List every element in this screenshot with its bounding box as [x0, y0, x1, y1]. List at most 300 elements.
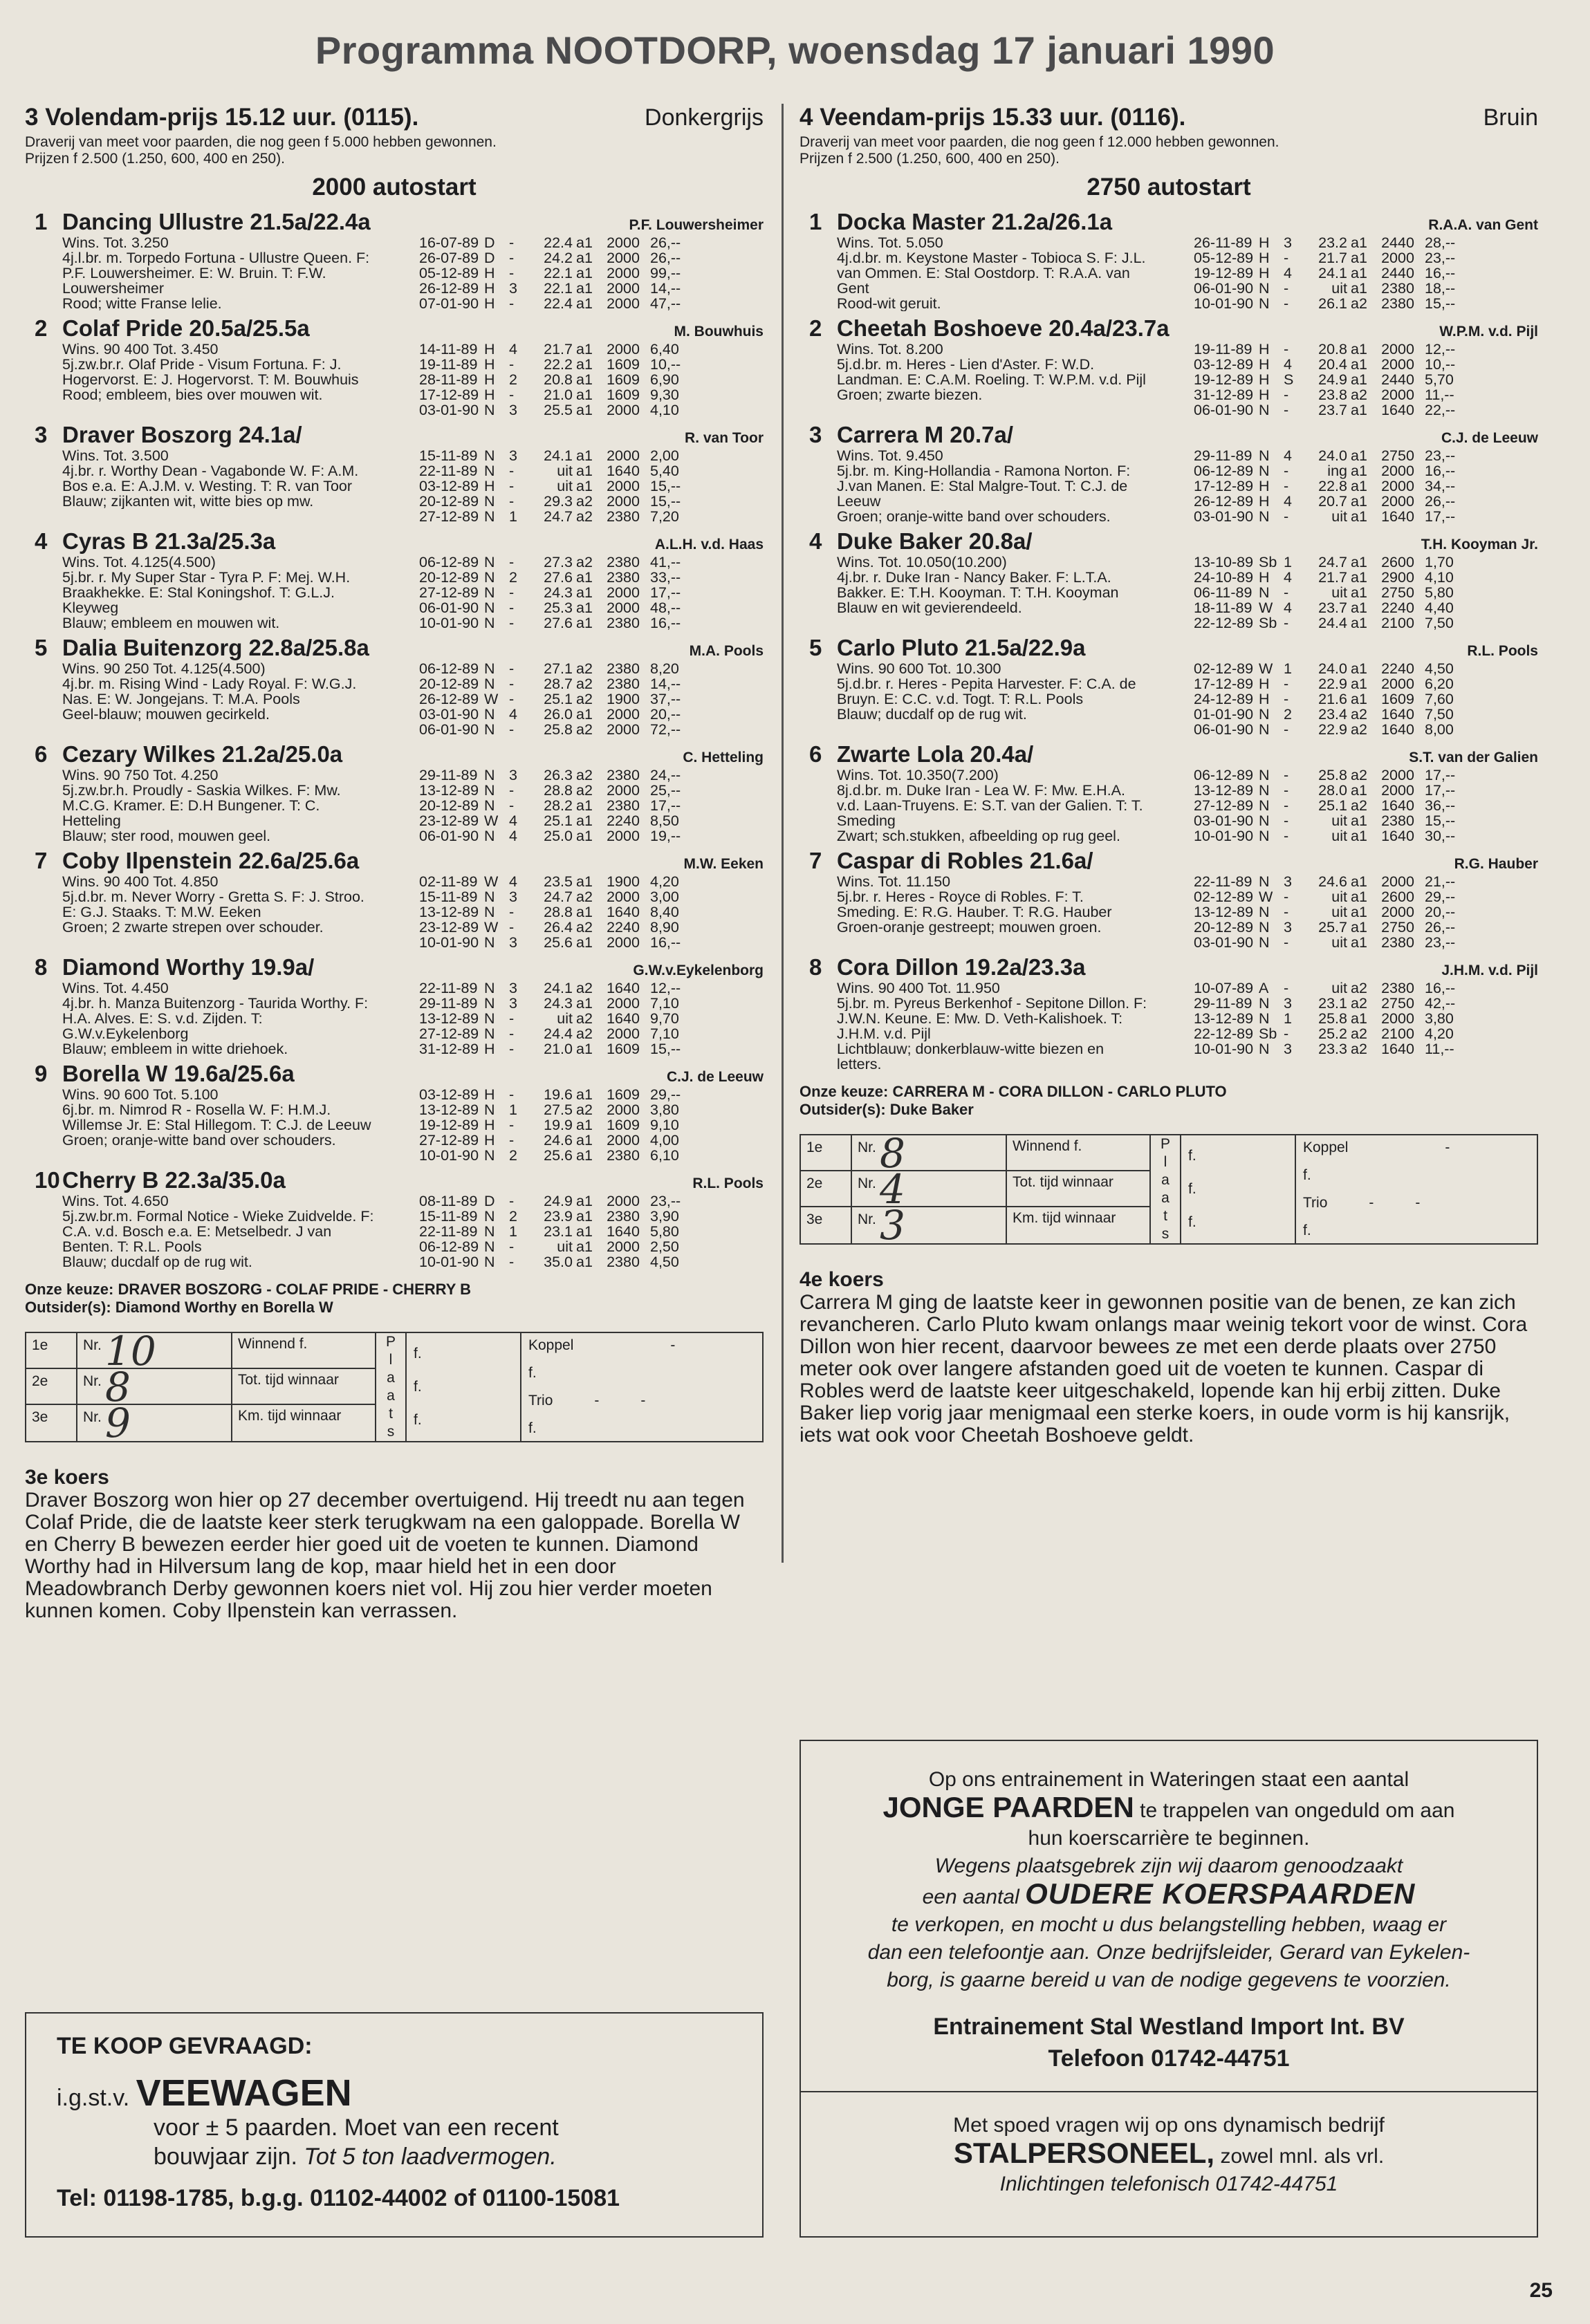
- race-conditions: Draverij van meet voor paarden, die nog geen f 12.000 hebben gewonnen.: [799, 134, 1279, 150]
- plaats-label: [376, 1333, 407, 1441]
- result-cell: N: [1259, 873, 1270, 890]
- result-cell: 1: [509, 1223, 517, 1240]
- result-cell: -: [509, 1254, 515, 1270]
- horse-header: [25, 422, 764, 448]
- result-cell: 4,10: [650, 402, 679, 418]
- result-cell: N: [484, 584, 495, 601]
- horse-info-line: J.van Manen. E: Stal Malgre-Tout. T: C.J. de: [837, 478, 1128, 494]
- horse-trainer: S.T. van der Galien: [1409, 750, 1538, 765]
- result-cell: 2750: [1381, 584, 1414, 601]
- result-cell: 37,--: [650, 691, 681, 707]
- result-cell: -: [509, 1041, 515, 1057]
- result-cell: 21,--: [1425, 873, 1456, 890]
- horse-info-line: Rood; embleem, bies over mouwen wit.: [62, 387, 323, 402]
- dash: -: [670, 1337, 676, 1353]
- result-row: [1194, 783, 1538, 798]
- result-row: [1194, 463, 1538, 478]
- result-row: [419, 1041, 764, 1057]
- horse-info-line: Blauw; embleem en mouwen wit.: [62, 615, 280, 631]
- result-cell: H: [484, 341, 495, 357]
- result-cell: H: [484, 1086, 495, 1103]
- commentary: [799, 1268, 1538, 1447]
- nr-cell: [77, 1400, 232, 1447]
- result-cell: 13-12-89: [1194, 782, 1254, 799]
- horse-info-line: Blauw; ducdalf op de rug wit.: [62, 1254, 252, 1270]
- result-cell: a2: [1351, 387, 1367, 403]
- result-cell: 19-12-89: [1194, 371, 1254, 388]
- result-cell: 03-12-89: [419, 478, 479, 494]
- result-cell: N: [484, 1238, 495, 1255]
- result-cell: a1: [1351, 889, 1367, 905]
- horse-info-line: 8j.d.br. m. Duke Iran - Lea W. F: Mw. E.H.A.: [837, 783, 1125, 798]
- result-cell: a2: [576, 691, 593, 707]
- result-cell: N: [484, 782, 495, 799]
- form-label: Winnend f.: [232, 1333, 376, 1369]
- horse-results: [419, 448, 764, 524]
- commentary-title: 3e koers: [25, 1466, 109, 1489]
- horse-trainer: R. van Toor: [685, 430, 764, 446]
- result-cell: a1: [576, 1238, 593, 1255]
- result-row: [419, 904, 764, 920]
- horse-info-line: Hetteling: [62, 813, 121, 828]
- result-cell: N: [1259, 767, 1270, 783]
- result-row: [419, 509, 764, 524]
- result-cell: D: [484, 250, 495, 266]
- result-cell: 29.3: [544, 493, 573, 510]
- result-row: [419, 448, 764, 463]
- result-cell: 26.4: [544, 919, 573, 936]
- result-cell: D: [484, 234, 495, 251]
- result-cell: H: [1259, 234, 1270, 251]
- result-cell: 8,40: [650, 904, 679, 920]
- result-cell: a1: [1351, 250, 1367, 266]
- result-cell: 2380: [607, 1147, 640, 1164]
- race-4-column: [799, 104, 1538, 1447]
- result-cell: 22.4: [544, 234, 573, 251]
- horse-results: [1194, 235, 1538, 311]
- result-cell: 1640: [1381, 1041, 1414, 1057]
- result-row: [419, 889, 764, 904]
- result-cell: 2440: [1381, 371, 1414, 388]
- ad-r-line11: Inlichtingen telefonisch 01742-44751: [999, 2173, 1338, 2195]
- commentary-text: Carrera M ging de laatste keer in gewonnen positie van de benen, ze kan zich revancheren. Carlo Pluto kwam onlangs maar weinig tekort voor de winst. Cora Dillon won hier recent, daarvoor bewees ze met een derde plaats over 2750 meter ook over langere afstanden goed uit de voeten te kunnen. Caspar di Robles werd de laatste keer uitgeschakeld, lopende kan hij erbij zitten. Duke Baker liep vorig jaar menigmaal een sterke koers, in oude vorm is hij kansrijk, iets wat ook voor Cheetah Boshoeve geldt.: [799, 1291, 1528, 1447]
- result-cell: -: [1284, 721, 1289, 738]
- result-cell: a1: [576, 1147, 593, 1164]
- horse-header: [799, 209, 1538, 235]
- result-cell: 23.4: [1318, 706, 1347, 723]
- result-cell: 25.0: [544, 828, 573, 844]
- horse-info-line: Zwart; sch.stukken, afbeelding op rug geel.: [837, 828, 1120, 844]
- result-cell: 2380: [1381, 295, 1414, 312]
- result-cell: a2: [1351, 995, 1367, 1012]
- horse-entry: [799, 950, 1538, 1072]
- result-cell: uit: [1331, 889, 1347, 905]
- result-cell: 29,--: [1425, 889, 1456, 905]
- koppel-row: [1303, 1140, 1530, 1156]
- horse-header: [799, 954, 1538, 980]
- result-cell: H: [1259, 265, 1270, 281]
- result-cell: H: [1259, 356, 1270, 373]
- result-cell: 08-11-89: [419, 1193, 478, 1209]
- result-cell: 3,80: [1425, 1010, 1454, 1027]
- horse-info-line: Wins. Tot. 10.350(7.200): [837, 768, 999, 783]
- result-cell: 4: [1284, 447, 1292, 464]
- result-cell: 27-12-89: [419, 1025, 479, 1042]
- result-cell: 10-01-90: [1194, 828, 1254, 844]
- result-cell: 23.5: [544, 873, 573, 890]
- result-cell: 2000: [607, 599, 640, 616]
- handwritten-number: 3: [880, 1202, 905, 1249]
- result-cell: W: [484, 919, 499, 936]
- horse-results: [1194, 661, 1538, 737]
- horse-number: 3: [35, 422, 48, 447]
- result-cell: 03-01-90: [419, 706, 479, 723]
- result-cell: H: [1259, 691, 1270, 707]
- horse-info-line: Wins. Tot. 3.500: [62, 448, 169, 463]
- horse-info: [25, 1087, 416, 1163]
- result-cell: N: [484, 493, 495, 510]
- result-cell: 20,--: [650, 706, 681, 723]
- result-cell: N: [484, 706, 495, 723]
- result-cell: 15,--: [650, 478, 681, 494]
- trio-row: [1303, 1195, 1530, 1211]
- result-cell: 22.4: [544, 295, 573, 312]
- horse-info-line: 4j.br. r. Worthy Dean - Vagabonde W. F: A.M.: [62, 463, 359, 478]
- result-cell: -: [509, 599, 515, 616]
- koppel-amount: f.: [1303, 1167, 1311, 1183]
- result-row: [419, 874, 764, 889]
- result-cell: 13-12-89: [1194, 904, 1254, 920]
- result-cell: a1: [1351, 478, 1367, 494]
- result-cell: 8,50: [650, 812, 679, 829]
- result-row: [419, 813, 764, 828]
- result-cell: 2000: [607, 250, 640, 266]
- result-cell: 24.9: [544, 1193, 573, 1209]
- result-cell: N: [1259, 402, 1270, 418]
- result-cell: 21.0: [544, 1041, 573, 1057]
- result-cell: 25.1: [1318, 797, 1347, 814]
- horse-info-line: Wins. Tot. 9.450: [837, 448, 943, 463]
- horse-entry: [799, 311, 1538, 418]
- result-cell: uit: [557, 478, 573, 494]
- result-cell: a1: [576, 599, 593, 616]
- horse-name: Cherry B 22.3a/35.0a: [62, 1167, 286, 1193]
- result-cell: 28.2: [544, 797, 573, 814]
- nr-cell: [77, 1364, 232, 1411]
- result-row: [1194, 387, 1538, 402]
- page-title: Programma NOOTDORP, woensdag 17 januari 1990: [315, 28, 1275, 72]
- result-cell: 24.7: [1318, 554, 1347, 570]
- result-cell: a2: [576, 721, 593, 738]
- result-cell: a1: [1351, 676, 1367, 692]
- result-cell: 1: [1284, 660, 1292, 677]
- result-cell: -: [1284, 341, 1289, 357]
- horse-trainer: R.L. Pools: [1467, 643, 1538, 659]
- ad-stal-westland: [799, 1740, 1538, 2238]
- result-cell: 2000: [607, 1101, 640, 1118]
- horse-info-line: 5j.zw.br.h. Proudly - Saskia Wilkes. F: Mw.: [62, 783, 341, 798]
- result-row: [419, 250, 764, 266]
- result-form: [25, 1328, 764, 1447]
- horse-number: 3: [809, 422, 822, 447]
- result-cell: ing: [1327, 463, 1347, 479]
- dash: -: [1415, 1195, 1421, 1211]
- ad-r-line6: te verkopen, en mocht u dus belangstelling hebben, waag er: [891, 1913, 1447, 1936]
- result-cell: H: [1259, 478, 1270, 494]
- result-cell: a1: [576, 828, 593, 844]
- handwritten-number: 10: [105, 1328, 156, 1375]
- result-cell: -: [1284, 280, 1289, 297]
- result-row: [419, 783, 764, 798]
- horse-header: [799, 635, 1538, 661]
- result-row: [419, 1239, 764, 1254]
- result-cell: 29-11-89: [1194, 995, 1252, 1012]
- result-cell: 72,--: [650, 721, 681, 738]
- nr-cell: [852, 1166, 1007, 1213]
- result-cell: 22.9: [1318, 676, 1347, 692]
- result-cell: 23-12-89: [419, 812, 479, 829]
- horse-info: [25, 342, 416, 418]
- result-cell: -: [1284, 584, 1289, 601]
- result-cell: a1: [576, 478, 593, 494]
- horse-name: Cheetah Boshoeve 20.4a/23.7a: [837, 315, 1170, 341]
- result-cell: 02-12-89: [1194, 660, 1254, 677]
- result-row: [419, 1148, 764, 1163]
- horse-info-line: Geel-blauw; mouwen gecirkeld.: [62, 707, 270, 722]
- result-cell: 1,70: [1425, 554, 1454, 570]
- result-cell: N: [484, 508, 495, 525]
- result-cell: a1: [1351, 280, 1367, 297]
- horse-name: Zwarte Lola 20.4a/: [837, 741, 1034, 767]
- result-row: [1194, 935, 1538, 950]
- plaats-letter: a: [387, 1370, 395, 1386]
- result-cell: a1: [1351, 584, 1367, 601]
- result-cell: 2380: [607, 1254, 640, 1270]
- nr-cell: [852, 1130, 1007, 1177]
- result-cell: a2: [576, 660, 593, 677]
- result-cell: 7,50: [1425, 615, 1454, 631]
- race-name: 4 Veendam-prijs 15.33 uur. (0116).: [799, 104, 1186, 131]
- result-cell: 4: [1284, 599, 1292, 616]
- result-cell: a1: [576, 1041, 593, 1057]
- result-cell: 16,--: [1425, 980, 1456, 996]
- result-cell: 20-12-89: [1194, 919, 1254, 936]
- horse-name: Cyras B 21.3a/25.3a: [62, 528, 276, 554]
- result-cell: -: [509, 584, 515, 601]
- horse-info-line: 5j.br. r. My Super Star - Tyra P. F: Mej. W.H.: [62, 570, 351, 585]
- race-prizes: Prijzen f 2.500 (1.250, 600, 400 en 250).: [25, 151, 285, 167]
- result-cell: 48,--: [650, 599, 681, 616]
- result-cell: -: [509, 1193, 515, 1209]
- horse-info-line: Wins. 90 600 Tot. 10.300: [837, 661, 1001, 676]
- result-cell: a2: [576, 1025, 593, 1042]
- ad-r-line4: Wegens plaatsgebrek zijn wij daarom genoodzaakt: [934, 1854, 1403, 1877]
- horse-info-line: Nas. E: W. Jongejans. T: M.A. Pools: [62, 691, 300, 707]
- result-cell: 2000: [1381, 478, 1414, 494]
- result-cell: 15,--: [650, 493, 681, 510]
- horse-info-line: Wins. Tot. 10.050(10.200): [837, 555, 1007, 570]
- result-cell: 26-11-89: [1194, 234, 1252, 251]
- result-cell: 22.9: [1318, 721, 1347, 738]
- result-cell: 23,--: [650, 1193, 681, 1209]
- result-cell: N: [484, 889, 495, 905]
- result-row: [419, 935, 764, 950]
- result-row: [419, 357, 764, 372]
- race-header: [799, 104, 1538, 134]
- result-cell: 2440: [1381, 265, 1414, 281]
- result-cell: 31-12-89: [419, 1041, 479, 1057]
- result-cell: 1: [1284, 554, 1292, 570]
- koppel-amount: f.: [528, 1365, 537, 1381]
- horse-number: 2: [809, 315, 822, 341]
- result-cell: -: [509, 919, 515, 936]
- result-cell: 07-01-90: [419, 295, 479, 312]
- result-cell: 20-12-89: [419, 676, 479, 692]
- result-cell: H: [484, 371, 495, 388]
- result-cell: 3: [509, 980, 517, 996]
- result-row: [1194, 615, 1538, 631]
- horse-info: [25, 980, 416, 1057]
- horse-info-line: Groen; zwarte biezen.: [837, 387, 983, 402]
- horse-number: 6: [809, 741, 822, 767]
- result-cell: 22.1: [544, 280, 573, 297]
- plaats-amounts: [407, 1333, 521, 1441]
- result-cell: -: [1284, 889, 1289, 905]
- amount-label: f.: [1188, 1181, 1196, 1197]
- result-cell: a1: [1351, 493, 1367, 510]
- result-cell: 05-12-89: [1194, 250, 1254, 266]
- result-cell: 22-11-89: [419, 1223, 478, 1240]
- horse-info-line: Louwersheimer: [62, 281, 164, 296]
- horse-number: 8: [809, 954, 822, 980]
- result-cell: 9,10: [650, 1117, 679, 1133]
- result-cell: 25.1: [544, 691, 573, 707]
- horse-info-line: 4j.d.br. m. Keystone Master - Tobioca S. F: J.L.: [837, 250, 1146, 266]
- result-cell: 2: [509, 1208, 517, 1225]
- result-cell: Sb: [1259, 554, 1277, 570]
- horse-name: Carlo Pluto 21.5a/22.9a: [837, 635, 1086, 660]
- result-cell: N: [484, 447, 495, 464]
- result-cell: -: [1284, 250, 1289, 266]
- result-row: [1194, 250, 1538, 266]
- result-cell: H: [484, 280, 495, 297]
- plaats-letter: a: [1161, 1172, 1170, 1188]
- result-cell: a1: [576, 250, 593, 266]
- result-cell: 2,00: [650, 447, 679, 464]
- result-cell: 06-01-90: [1194, 402, 1254, 418]
- result-cell: 25.7: [1318, 919, 1347, 936]
- result-cell: 24.9: [1318, 371, 1347, 388]
- result-cell: 2000: [607, 995, 640, 1012]
- horse-trainer: C. Hetteling: [683, 750, 764, 765]
- result-cell: 15,--: [650, 1041, 681, 1057]
- result-row: [419, 980, 764, 996]
- trio-amount: f.: [528, 1420, 537, 1436]
- horse-info-line: Wins. Tot. 8.200: [837, 342, 943, 357]
- result-cell: -: [1284, 402, 1289, 418]
- result-cell: uit: [557, 463, 573, 479]
- result-row: [419, 661, 764, 676]
- result-cell: 7,10: [650, 995, 679, 1012]
- result-cell: 3: [1284, 995, 1292, 1012]
- result-cell: 27-12-89: [419, 1132, 479, 1149]
- horse-number: 5: [809, 635, 822, 660]
- result-cell: 22.1: [544, 265, 573, 281]
- result-cell: a2: [576, 493, 593, 510]
- horse-results: [419, 1087, 764, 1163]
- result-cell: 17,--: [1425, 508, 1456, 525]
- result-row: [419, 676, 764, 691]
- result-cell: a1: [1351, 828, 1367, 844]
- result-cell: 15-11-89: [419, 889, 478, 905]
- result-cell: 17,--: [650, 797, 681, 814]
- result-row: [1194, 266, 1538, 281]
- ad-r-line9: Met spoed vragen wij op ons dynamisch bedrijf: [953, 2114, 1385, 2137]
- result-cell: uit: [557, 1238, 573, 1255]
- result-cell: uit: [1331, 812, 1347, 829]
- result-cell: 33,--: [650, 569, 681, 586]
- result-cell: -: [1284, 980, 1289, 996]
- result-cell: a1: [576, 797, 593, 814]
- result-cell: 25.6: [544, 1147, 573, 1164]
- result-cell: W: [484, 691, 499, 707]
- result-cell: 2000: [607, 828, 640, 844]
- horse-entry: [25, 737, 764, 844]
- result-row: [419, 691, 764, 707]
- result-cell: H: [1259, 569, 1270, 586]
- horse-results: [419, 661, 764, 737]
- result-cell: N: [484, 599, 495, 616]
- plaats-letter: P: [1160, 1136, 1170, 1152]
- result-row: [419, 402, 764, 418]
- result-cell: 24.4: [544, 1025, 573, 1042]
- result-cell: 3: [509, 767, 517, 783]
- result-cell: N: [1259, 721, 1270, 738]
- result-cell: 2000: [607, 889, 640, 905]
- result-cell: H: [484, 265, 495, 281]
- koppel-label: Koppel: [1303, 1140, 1349, 1155]
- horse-name: Cora Dillon 19.2a/23.3a: [837, 954, 1086, 980]
- horse-trainer: P.F. Louwersheimer: [629, 217, 764, 233]
- result-row: [1194, 722, 1538, 737]
- horse-entry: [799, 205, 1538, 311]
- horse-header: [25, 209, 764, 235]
- result-cell: 1609: [1381, 691, 1414, 707]
- horse-info-line: v.d. Laan-Truyens. E: S.T. van der Galien. T: T.: [837, 798, 1143, 813]
- result-cell: a1: [1351, 660, 1367, 677]
- result-cell: 3: [509, 934, 517, 951]
- result-cell: 2000: [1381, 250, 1414, 266]
- result-cell: a1: [1351, 265, 1367, 281]
- result-cell: 2000: [607, 402, 640, 418]
- result-cell: 23.1: [544, 1223, 573, 1240]
- result-cell: 13-12-89: [419, 1010, 479, 1027]
- horse-results: [1194, 342, 1538, 418]
- result-cell: a1: [1351, 508, 1367, 525]
- result-cell: N: [1259, 463, 1270, 479]
- result-cell: 4: [509, 341, 517, 357]
- result-cell: N: [484, 721, 495, 738]
- result-cell: -: [509, 265, 515, 281]
- result-cell: H: [484, 478, 495, 494]
- race-prizes: Prijzen f 2.500 (1.250, 600, 400 en 250).: [799, 151, 1060, 167]
- horse-info-line: Rood-wit geruit.: [837, 296, 941, 311]
- result-cell: 22-11-89: [419, 980, 478, 996]
- result-cell: a1: [1351, 919, 1367, 936]
- result-cell: 2600: [1381, 889, 1414, 905]
- result-cell: a1: [576, 341, 593, 357]
- horse-header: [799, 528, 1538, 555]
